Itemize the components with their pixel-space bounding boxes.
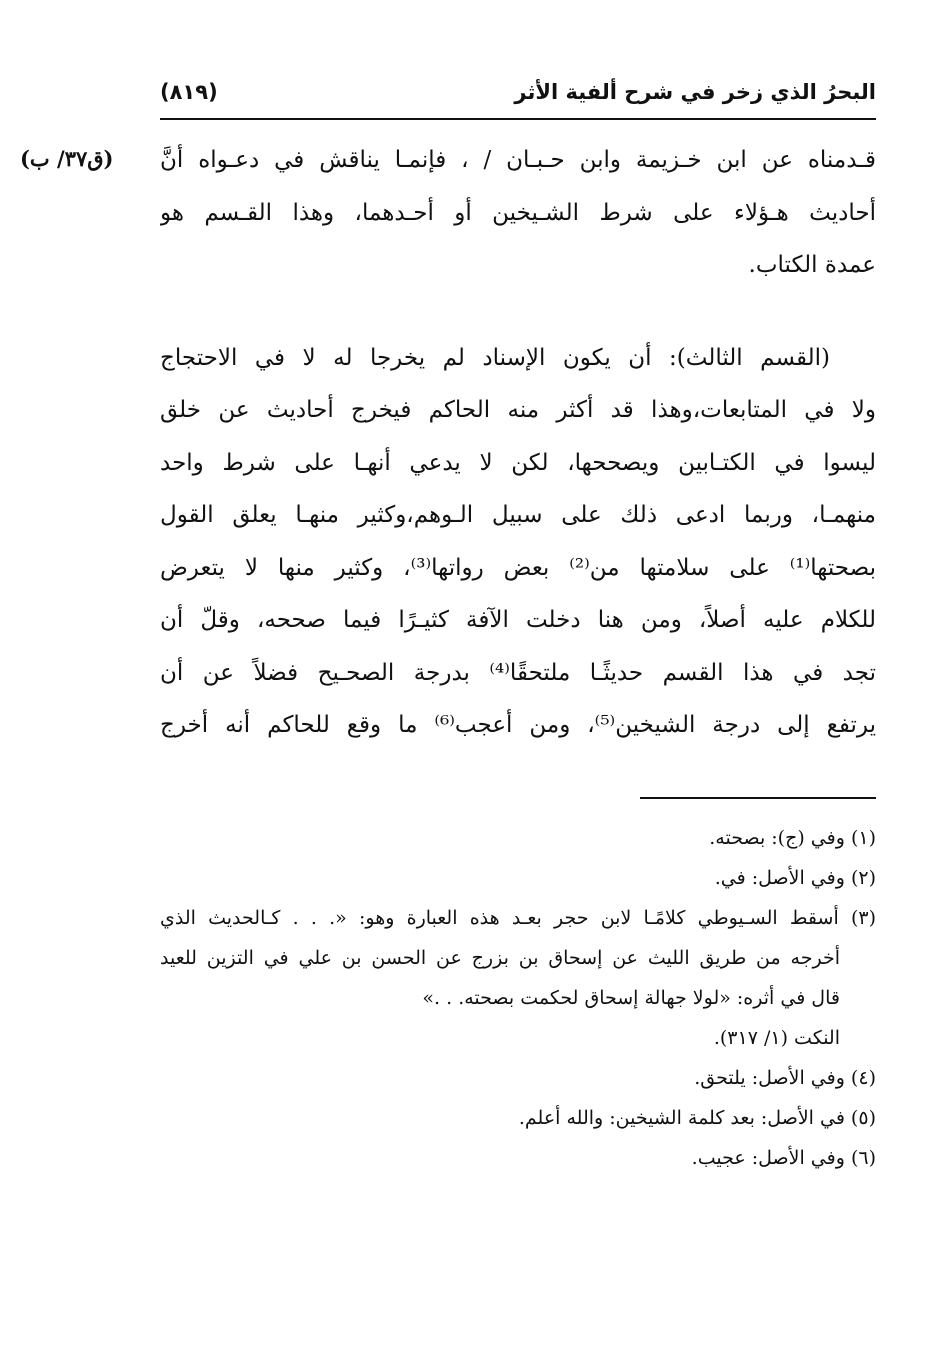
text-line: ولا في المتابعات،وهذا قد أكثر منه الحاكم فيخرج أحاديث عن خلق (160, 397, 876, 423)
text-line: بصحتها⁽¹⁾ على سلامتها من⁽²⁾ بعض رواتها⁽³⁾، وكثير منها لا يتعرض (160, 554, 876, 581)
footnote-continuation: قال في أثره: «لولا جهالة إسحاق لحكمت بصحته. . .» (422, 987, 840, 1009)
book-title: البحرُ الذي زخر في شرح ألفية الأثر (514, 80, 876, 104)
footnote: (٤) وفي الأصل: يلتحق. (694, 1067, 876, 1089)
footnote: (٦) وفي الأصل: عجيب. (691, 1147, 876, 1169)
header-divider (160, 118, 876, 120)
footnote: (٢) وفي الأصل: في. (714, 867, 876, 889)
text-line: يرتفع إلى درجة الشيخين⁽⁵⁾، ومن أعجب⁽⁶⁾ ما وقع للحاكم أنه أخرج (160, 712, 876, 738)
text-line: ليسوا في الكتـابين ويصححها، لكن لا يدعي أنهـا على شرط واحد (160, 449, 876, 476)
text-line: للكلام عليه أصلاً، ومن هنا دخلت الآفة كثيـرًا فيما صححه، وقلّ أن (160, 607, 876, 633)
footnote-continuation: أخرجه من طريق الليث عن إسحاق بن بزرج عن الحسن بن علي في التزين للعيد (160, 947, 840, 969)
footnote: (١) وفي (ج): بصحته. (709, 827, 876, 849)
text-line: عمدة الكتاب. (748, 252, 876, 278)
footnote: (٥) في الأصل: بعد كلمة الشيخين: والله أعلم. (518, 1107, 876, 1129)
text-line: تجد في هذا القسم حديثًـا ملتحقًا⁽⁴⁾ بدرجة الصحـيح فضلاً عن أن (160, 659, 876, 686)
footnotes (160, 818, 876, 1178)
footnote-divider (640, 797, 876, 799)
text-line: أحاديث هـؤلاء على شرط الشـيخين أو أحـدهما، وهذا القـسم هو (160, 199, 876, 226)
text-line: منهمـا، وربما ادعى ذلك على سبيل الـوهم،وكثير منهـا يعلق القول (160, 502, 876, 528)
footnote: (٣) أسقط السـيوطي كلامًـا لابن حجر بعـد هذه العبارة وهو: «. . . كـالحديث الذي (160, 907, 876, 929)
page-number: (٨١٩) (160, 80, 218, 104)
text-line: (القسم الثالث): أن يكون الإسناد لم يخرجا له لا في الاحتجاج (160, 344, 830, 371)
footnote-continuation: النكت (١/ ٣١٧). (713, 1027, 840, 1049)
main-text (160, 134, 876, 752)
manuscript-folio-note: (ق٣٧/ ب) (20, 146, 114, 171)
text-line: قـدمناه عن ابن خـزيمة وابن حـبـان / ، فإنمـا يناقش في دعـواه أنَّ (160, 147, 876, 173)
paragraph-gap (160, 292, 876, 332)
running-header (160, 76, 876, 116)
